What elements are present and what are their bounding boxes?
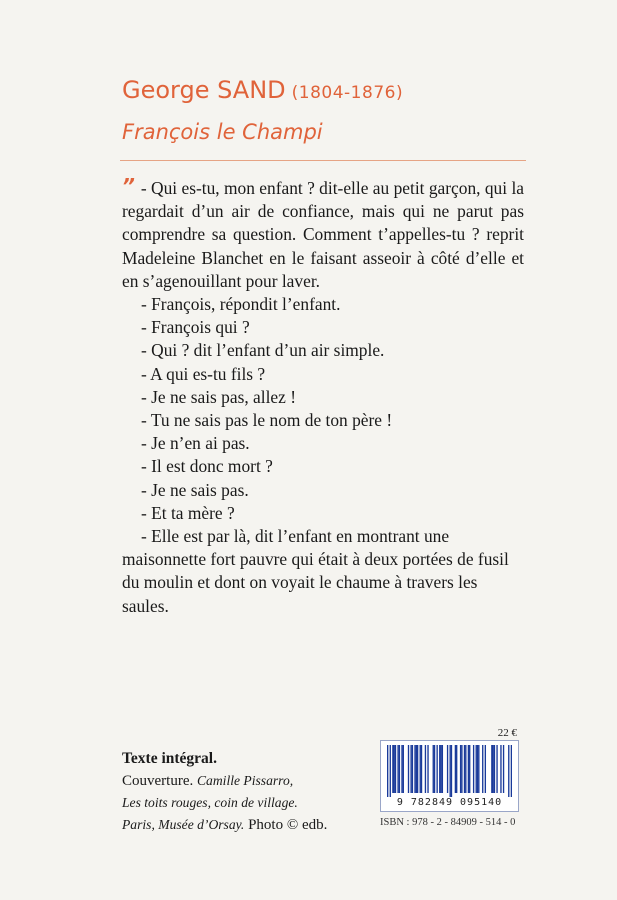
- barcode-bar: [450, 745, 451, 797]
- barcode-bar: [425, 745, 426, 793]
- barcode-bar: [511, 745, 512, 797]
- dialogue-line: - Je ne sais pas, allez !: [141, 386, 297, 407]
- barcode-bar: [456, 745, 457, 793]
- barcode-bar: [390, 745, 391, 797]
- barcode-bar: [403, 745, 404, 793]
- dialogue-line: - Qui ? dit l’enfant d’un air simple.: [141, 340, 385, 361]
- barcode-bar: [387, 745, 388, 797]
- dialogue-line: - Je ne sais pas.: [141, 479, 249, 500]
- barcode-bar: [397, 745, 398, 793]
- barcode-bar: [392, 745, 393, 793]
- barcode-bar: [496, 745, 497, 793]
- author-heading: [122, 76, 403, 104]
- barcode-bar: [485, 745, 486, 793]
- barcode-bar: [427, 745, 428, 793]
- isbn-number: ISBN : 978 - 2 - 84909 - 514 - 0: [380, 817, 516, 828]
- barcode-bar: [468, 745, 469, 793]
- quote-mark-icon: ”: [122, 174, 135, 198]
- barcode-bar: [476, 745, 477, 793]
- barcode-bar: [412, 745, 413, 793]
- dialogue-lines: [122, 293, 524, 525]
- barcode-bar: [408, 745, 409, 793]
- barcode-bar: [394, 745, 395, 793]
- barcode-digits: 9 782849 095140: [396, 797, 503, 808]
- barcode-bar: [461, 745, 462, 793]
- credits-label: Texte intégral.: [122, 750, 217, 767]
- title-divider: [120, 160, 526, 161]
- barcode-bar: [416, 745, 417, 793]
- excerpt: [122, 174, 524, 618]
- barcode-bar: [420, 745, 421, 793]
- barcode-bar: [460, 745, 461, 793]
- barcode-bar: [508, 745, 509, 797]
- barcode-bar: [440, 745, 441, 793]
- barcode-bars: [387, 745, 512, 797]
- barcode-bar: [477, 745, 478, 793]
- barcode-bar: [503, 745, 504, 793]
- barcode-bar: [469, 745, 470, 793]
- cover-credits: [122, 748, 362, 836]
- excerpt-closing: - Elle est par là, dit l’enfant en montrant une maisonnette fort pauvre qui était à deux portées de fusil du moulin et dont on voyait le chaume à travers les saules.: [122, 526, 509, 616]
- cover-artist: Camille Pissarro,: [196, 773, 294, 788]
- barcode-bar: [482, 745, 483, 793]
- barcode-bar: [395, 745, 396, 793]
- barcode-bar: [434, 745, 435, 793]
- barcode-bar: [414, 745, 415, 793]
- barcode-bar: [492, 745, 493, 793]
- cover-location: Paris, Musée d’Orsay.: [122, 817, 245, 832]
- barcode: [380, 740, 519, 812]
- barcode-bar: [491, 745, 492, 793]
- excerpt-intro-text: - Qui es-tu, mon enfant ? dit-elle au petit garçon, qui la regardait d’un air de confiance, mais qui ne parut pas comprendre sa question. Comment t’appelles-tu ? reprit Madeleine Blanchet en le faisant asseoir à côté d’elle et en s’agenouillant pour laver.: [122, 178, 524, 291]
- dialogue-line: - François, répondit l’enfant.: [141, 294, 341, 315]
- dialogue-line: - François qui ?: [141, 317, 250, 338]
- barcode-bar: [451, 745, 452, 797]
- barcode-bar: [436, 745, 437, 793]
- barcode-bar: [500, 745, 501, 793]
- barcode-bar: [455, 745, 456, 793]
- barcode-bar: [401, 745, 402, 793]
- barcode-bar: [494, 745, 495, 793]
- barcode-bar: [417, 745, 418, 793]
- author-years: (1804-1876): [291, 83, 404, 103]
- barcode-bar: [439, 745, 440, 793]
- cover-label: Couverture.: [122, 773, 194, 789]
- cover-painting: Les toits rouges, coin de village.: [122, 795, 298, 810]
- barcode-bar: [447, 745, 448, 793]
- barcode-bar: [473, 745, 474, 793]
- barcode-bar: [465, 745, 466, 793]
- barcode-bar: [433, 745, 434, 793]
- dialogue-line: - A qui es-tu fils ?: [141, 363, 266, 384]
- barcode-bar: [399, 745, 400, 793]
- barcode-bar: [421, 745, 422, 793]
- dialogue-line: - Je n’en ai pas.: [141, 433, 250, 454]
- barcode-bar: [442, 745, 443, 793]
- author-name: George SAND: [122, 76, 286, 104]
- excerpt-intro: [122, 174, 524, 293]
- dialogue-line: - Il est donc mort ?: [141, 456, 273, 477]
- price-label: 22 €: [497, 727, 517, 739]
- barcode-bar: [478, 745, 479, 793]
- dialogue-line: - Tu ne sais pas le nom de ton père !: [141, 410, 393, 431]
- book-title: François le Champi: [122, 120, 323, 144]
- cover-photo-credit: Photo © edb.: [248, 817, 328, 833]
- barcode-bar: [464, 745, 465, 793]
- barcode-bar: [410, 745, 411, 793]
- dialogue-line: - Et ta mère ?: [141, 502, 235, 523]
